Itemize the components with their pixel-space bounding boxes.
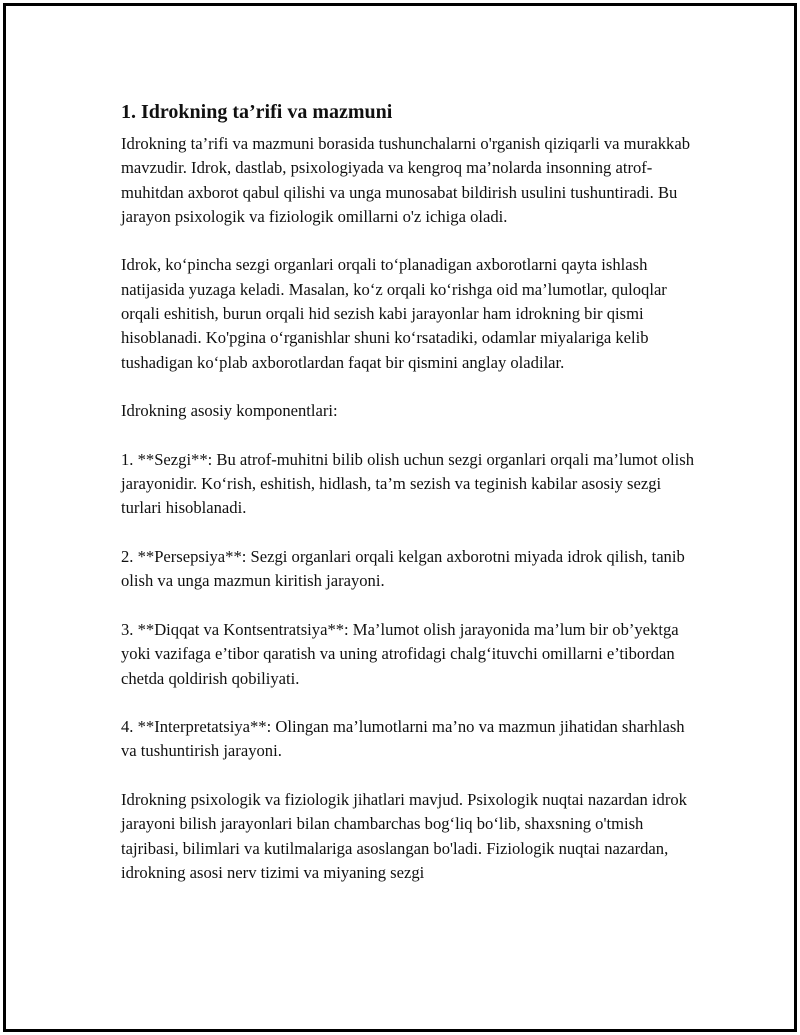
- document-page: [3, 3, 797, 1032]
- list-item-attention: 3. **Diqqat va Kontsentratsiya**: Ma’lumot olish jarayonida ma’lum bir ob’yektga yoki vazifaga e’tibor qaratish va uning atrofidagi chalg‘ituvchi omillarni e’tibordan chetda qoldirish qobiliyati.: [121, 619, 679, 688]
- section-heading: 1. Idrokning ta’rifi va mazmuni: [121, 101, 393, 123]
- paragraph-senses: Idrok, ko‘pincha sezgi organlari orqali to‘planadigan axborotlarni qayta ishlash natijasida yuzaga keladi. Masalan, ko‘z orqali ko‘rishga oid ma’lumotlar, quloqlar orqali eshitish, burun orqali hid sezish kabi jarayonlar ham idrokning bir qismi hisoblanadi. Ko'pgina o‘rganishlar shuni ko‘rsatadiki, odamlar miyalariga kelib tushadigan ko‘plab axborotlardan faqat bir qismini anglay oladilar.: [121, 255, 667, 372]
- document-body: [121, 98, 701, 910]
- list-item-interpretation: 4. **Interpretatsiya**: Olingan ma’lumotlarni ma’no va mazmun jihatidan sharhlash va tushuntirish jarayoni.: [121, 717, 685, 761]
- paragraph-definition: Idrokning ta’rifi va mazmuni borasida tushunchalarni o'rganish qiziqarli va murakkab mavzudir. Idrok, dastlab, psixologiyada va kengroq ma’nolarda insonning atrof-muhitdan axborot qabul qilishi va unga munosabat bildirish usulini tushuntiradi. Bu jarayon psixologik va fiziologik omillarni o'z ichiga oladi.: [121, 134, 691, 226]
- paragraph-aspects: Idrokning psixologik va fiziologik jihatlari mavjud. Psixologik nuqtai nazardan idrok jarayoni bilish jarayonlari bilan chambarchas bog‘liq bo‘lib, shaxsning o'tmish tajribasi, bilimlari va kutilmalariga asoslangan bo'ladi. Fiziologik nuqtai nazardan, idrokning asosi nerv tizimi va miyaning sezgi: [121, 790, 687, 882]
- list-item-sensation: 1. **Sezgi**: Bu atrof-muhitni bilib olish uchun sezgi organlari orqali ma’lumot olish jarayonidir. Ko‘rish, eshitish, hidlash, ta’m sezish va teginish kabilar asosiy sezgi turlari hisoblanadi.: [121, 449, 695, 518]
- list-item-perception: 2. **Persepsiya**: Sezgi organlari orqali kelgan axborotni miyada idrok qilish, tanib olish va unga mazmun kiritish jarayoni.: [121, 547, 685, 591]
- paragraph-components-intro: Idrokning asosiy komponentlari:: [121, 401, 338, 421]
